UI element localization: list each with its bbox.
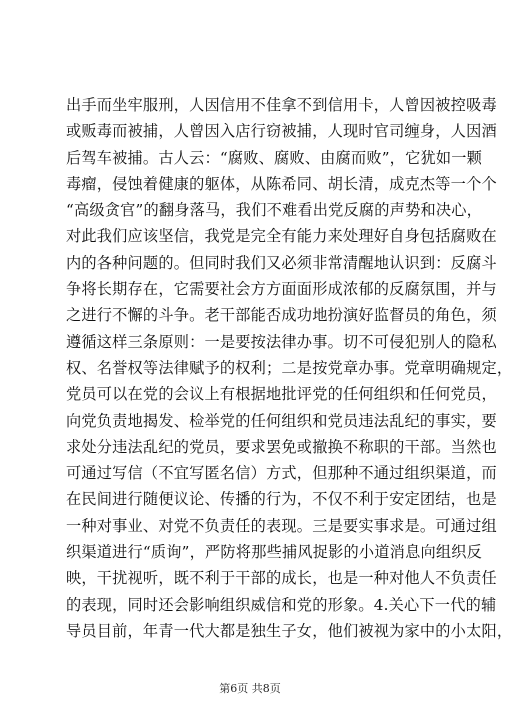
text-line: 党员可以在党的会议上有根据地批评党的任何组织和任何党员， (66, 385, 497, 404)
text-line: 后驾车被捕。古人云：“腐败、腐败、由腐而败”，它犹如一颗 (66, 148, 483, 167)
text-line: 一种对事业、对党不负责任的表现。三是要实事求是。可通过组 (66, 516, 497, 535)
text-line: 可通过写信（不宜写匿名信）方式，但那种不通过组织渠道，而 (66, 464, 497, 483)
text-line: 映，干扰视听，既不利于干部的成长，也是一种对他人不负责任 (66, 569, 497, 588)
text-line: 权、名誉权等法律赋予的权利；二是按党章办事。党章明确规定， (66, 358, 512, 377)
text-line: 毒瘤，侵蚀着健康的躯体，从陈希同、胡长清，成克杰等一个个 (66, 174, 497, 193)
text-line: 出手而坐牢服刑，人因信用不佳拿不到信用卡，人曾因被控吸毒 (66, 96, 497, 114)
text-line: 向党负责地揭发、检举党的任何组织和党员违法乱纪的事实，要 (66, 411, 497, 430)
text-line: “高级贪官”的翻身落马，我们不难看出党反腐的声势和决心， (66, 201, 483, 220)
text-line: 求处分违法乱纪的党员，要求罢免或撤换不称职的干部。当然也 (66, 437, 497, 456)
text-line: 在民间进行随便议论、传播的行为，不仅不利于安定团结，也是 (66, 490, 497, 509)
text-line: 之进行不懈的斗争。老干部能否成功地扮演好监督员的角色，须 (66, 306, 497, 325)
text-line: 遵循这样三条原则：一是要按法律办事。切不可侵犯别人的隐私 (66, 332, 497, 351)
text-line: 对此我们应该坚信，我党是完全有能力来处理好自身包括腐败在 (66, 227, 497, 246)
text-line: 争将长期存在，它需要社会方方面面形成浓郁的反腐氛围，并与 (66, 280, 497, 299)
body-text (66, 92, 512, 644)
text-line: 的表现，同时还会影响组织威信和党的形象。4.关心下一代的辅 (66, 595, 497, 614)
text-line: 导员目前，年青一代大都是独生子女，他们被视为家中的小太阳， (66, 621, 512, 640)
text-line: 内的各种问题的。但同时我们又必须非常清醒地认识到：反腐斗 (66, 253, 497, 272)
text-line: 织渠道进行“质询”，严防将那些捕风捉影的小道消息向组织反 (66, 543, 483, 562)
page-number-footer: 第6页 共8页 (219, 682, 281, 695)
text-line: 或贩毒而被捕，人曾因入店行窃被捕，人现时官司缠身，人因酒 (66, 122, 497, 141)
